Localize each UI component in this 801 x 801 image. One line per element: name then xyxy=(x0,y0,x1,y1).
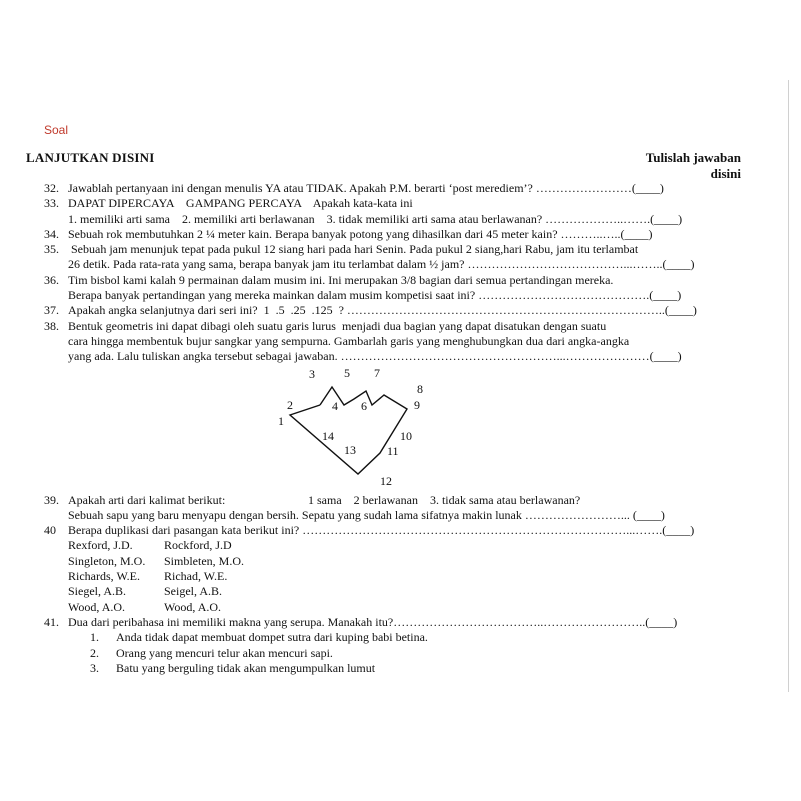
proverb-option xyxy=(0,646,801,661)
name-b: Rockford, J.D xyxy=(164,538,232,553)
figure-label-13: 13 xyxy=(344,442,356,457)
question-text: 26 detik. Pada rata-rata yang sama, berapa banyak jam itu terlambat dalam ½ jam? …………………………………...……..(____) xyxy=(68,257,695,272)
question-number: 40 xyxy=(44,523,56,538)
answer-heading-line2: disini xyxy=(710,166,741,181)
figure-label-2: 2 xyxy=(287,397,293,412)
question-35-line2 xyxy=(0,257,801,272)
question-text: Sebuah rok membutuhkan 2 ¼ meter kain. Berapa banyak potong yang dihasilkan dari 45 meter kain? ………..…..(____) xyxy=(68,226,653,241)
question-number: 32. xyxy=(44,181,59,195)
name-b: Seigel, A.B. xyxy=(164,584,223,599)
question-text: Berapa banyak pertandingan yang mereka mainkan dalam musim kompetisi saat ini? …………………………………….(____) xyxy=(68,288,682,303)
question-40 xyxy=(0,523,801,538)
question-36-line2 xyxy=(0,288,801,303)
figure-label-3: 3 xyxy=(309,366,315,381)
name-a: Siegel, A.B. xyxy=(68,584,127,599)
name-a: Richards, W.E. xyxy=(68,569,140,584)
question-text: 1. memiliki arti sama 2. memiliki arti berlawanan 3. tidak memiliki arti sama atau berlawanan? ………………..…….(____) xyxy=(68,211,683,226)
question-text: Sebuah jam menunjuk tepat pada pukul 12 siang hari pada hari Senin. Pada pukul 2 siang,hari Rabu, jam itu terlambat xyxy=(68,242,639,257)
question-38-line3 xyxy=(0,349,801,364)
name-a: Singleton, M.O. xyxy=(68,553,146,568)
figure-label-4: 4 xyxy=(332,398,338,413)
option-text: Batu yang berguling tidak akan mengumpulkan lumut xyxy=(116,660,376,675)
question-number: 38. xyxy=(44,318,59,333)
question-number: 33. xyxy=(44,196,59,211)
figure-label-10: 10 xyxy=(400,428,412,443)
name-pair-row xyxy=(0,600,801,615)
question-number: 34. xyxy=(44,226,59,241)
question-38 xyxy=(0,319,801,334)
name-b: Richad, W.E. xyxy=(164,569,228,584)
option-text: Anda tidak dapat membuat dompet sutra dari kuping babi betina. xyxy=(116,630,428,645)
question-text: Jawablah pertanyaan ini dengan menulis YA atau TIDAK. Apakah P.M. berarti ‘post merediem’? ……………………(____) xyxy=(68,181,664,195)
question-text: yang ada. Lalu tuliskan angka tersebut sebagai jawaban. ………………………………………………...…………………(____) xyxy=(68,349,682,364)
question-text: Tim bisbol kami kalah 9 permainan dalam musim ini. Ini merupakan 3/8 bagian dari semua pertandingan mereka. xyxy=(68,272,614,287)
question-text: cara hingga membentuk bujur sangkar yang sempurna. Gambarlah garis yang menghubungkan dua dari angka-angka xyxy=(68,333,630,348)
name-b: Wood, A.O. xyxy=(164,599,222,614)
figure-label-1: 1 xyxy=(278,413,284,428)
figure-label-6: 6 xyxy=(361,398,367,413)
question-39-options: 1 sama 2 berlawanan 3. tidak sama atau berlawanan? xyxy=(308,492,581,507)
name-b: Simbleten, M.O. xyxy=(164,553,244,568)
question-text: Dua dari peribahasa ini memiliki makna yang serupa. Manakah itu?………………………………..……………………..(____) xyxy=(68,614,678,629)
question-32 xyxy=(0,181,801,196)
answer-heading xyxy=(646,150,741,182)
question-text: Apakah angka selanjutnya dari seri ini? 1 .5 .25 .125 ? ……………………………………………………………………..(____) xyxy=(68,303,697,318)
figure-label-8: 8 xyxy=(417,381,423,396)
figure-svg xyxy=(270,365,440,495)
figure-label-5: 5 xyxy=(344,365,350,380)
proverb-option xyxy=(0,630,801,645)
question-text: DAPAT DIPERCAYA GAMPANG PERCAYA Apakah kata-kata ini xyxy=(68,196,413,211)
question-41 xyxy=(0,615,801,630)
question-37 xyxy=(0,303,801,318)
question-34 xyxy=(0,227,801,242)
figure-label-14: 14 xyxy=(322,428,334,443)
proverb-option xyxy=(0,661,801,676)
figure-label-12: 12 xyxy=(380,473,392,488)
question-38-line2 xyxy=(0,334,801,349)
question-number: 41. xyxy=(44,614,59,629)
question-text: Sebuah sapu yang baru menyapu dengan bersih. Sepatu yang sudah lama sifatnya makin lunak ……………………... (____) xyxy=(68,507,665,522)
option-number: 3. xyxy=(90,660,99,675)
continue-heading: LANJUTKAN DISINI xyxy=(26,150,155,165)
question-33 xyxy=(0,196,801,211)
name-pair-row xyxy=(0,554,801,569)
question-text: Berapa duplikasi dari pasangan kata berikut ini? ………………………………………………………………………...…….(____) xyxy=(68,523,695,538)
figure-label-9: 9 xyxy=(414,397,420,412)
answer-heading-line1: Tulislah jawaban xyxy=(645,150,741,165)
question-number: 37. xyxy=(44,303,59,318)
question-text: Apakah arti dari kalimat berikut: xyxy=(68,492,226,507)
name-pair-row xyxy=(0,538,801,553)
question-33-line2 xyxy=(0,212,801,227)
name-pair-row xyxy=(0,569,801,584)
question-list xyxy=(0,181,801,676)
figure-outline xyxy=(290,387,407,474)
figure-label-7: 7 xyxy=(374,365,380,380)
question-number: 39. xyxy=(44,492,59,507)
name-pair-row xyxy=(0,584,801,599)
option-number: 1. xyxy=(90,630,99,645)
question-36 xyxy=(0,273,801,288)
figure-label-11: 11 xyxy=(387,443,399,458)
question-number: 35. xyxy=(44,242,59,257)
question-39-line2 xyxy=(0,508,801,523)
question-39 xyxy=(0,493,801,508)
cropped-line xyxy=(90,687,450,691)
soal-label: Soal xyxy=(44,123,69,137)
option-number: 2. xyxy=(90,645,99,660)
name-a: Wood, A.O. xyxy=(68,599,126,614)
name-a: Rexford, J.D. xyxy=(68,538,133,553)
option-text: Orang yang mencuri telur akan mencuri sapi. xyxy=(116,645,333,660)
question-35 xyxy=(0,242,801,257)
question-text: Bentuk geometris ini dapat dibagi oleh suatu garis lurus menjadi dua bagian yang dapat disatukan dengan suatu xyxy=(68,318,607,333)
question-number: 36. xyxy=(44,272,59,287)
